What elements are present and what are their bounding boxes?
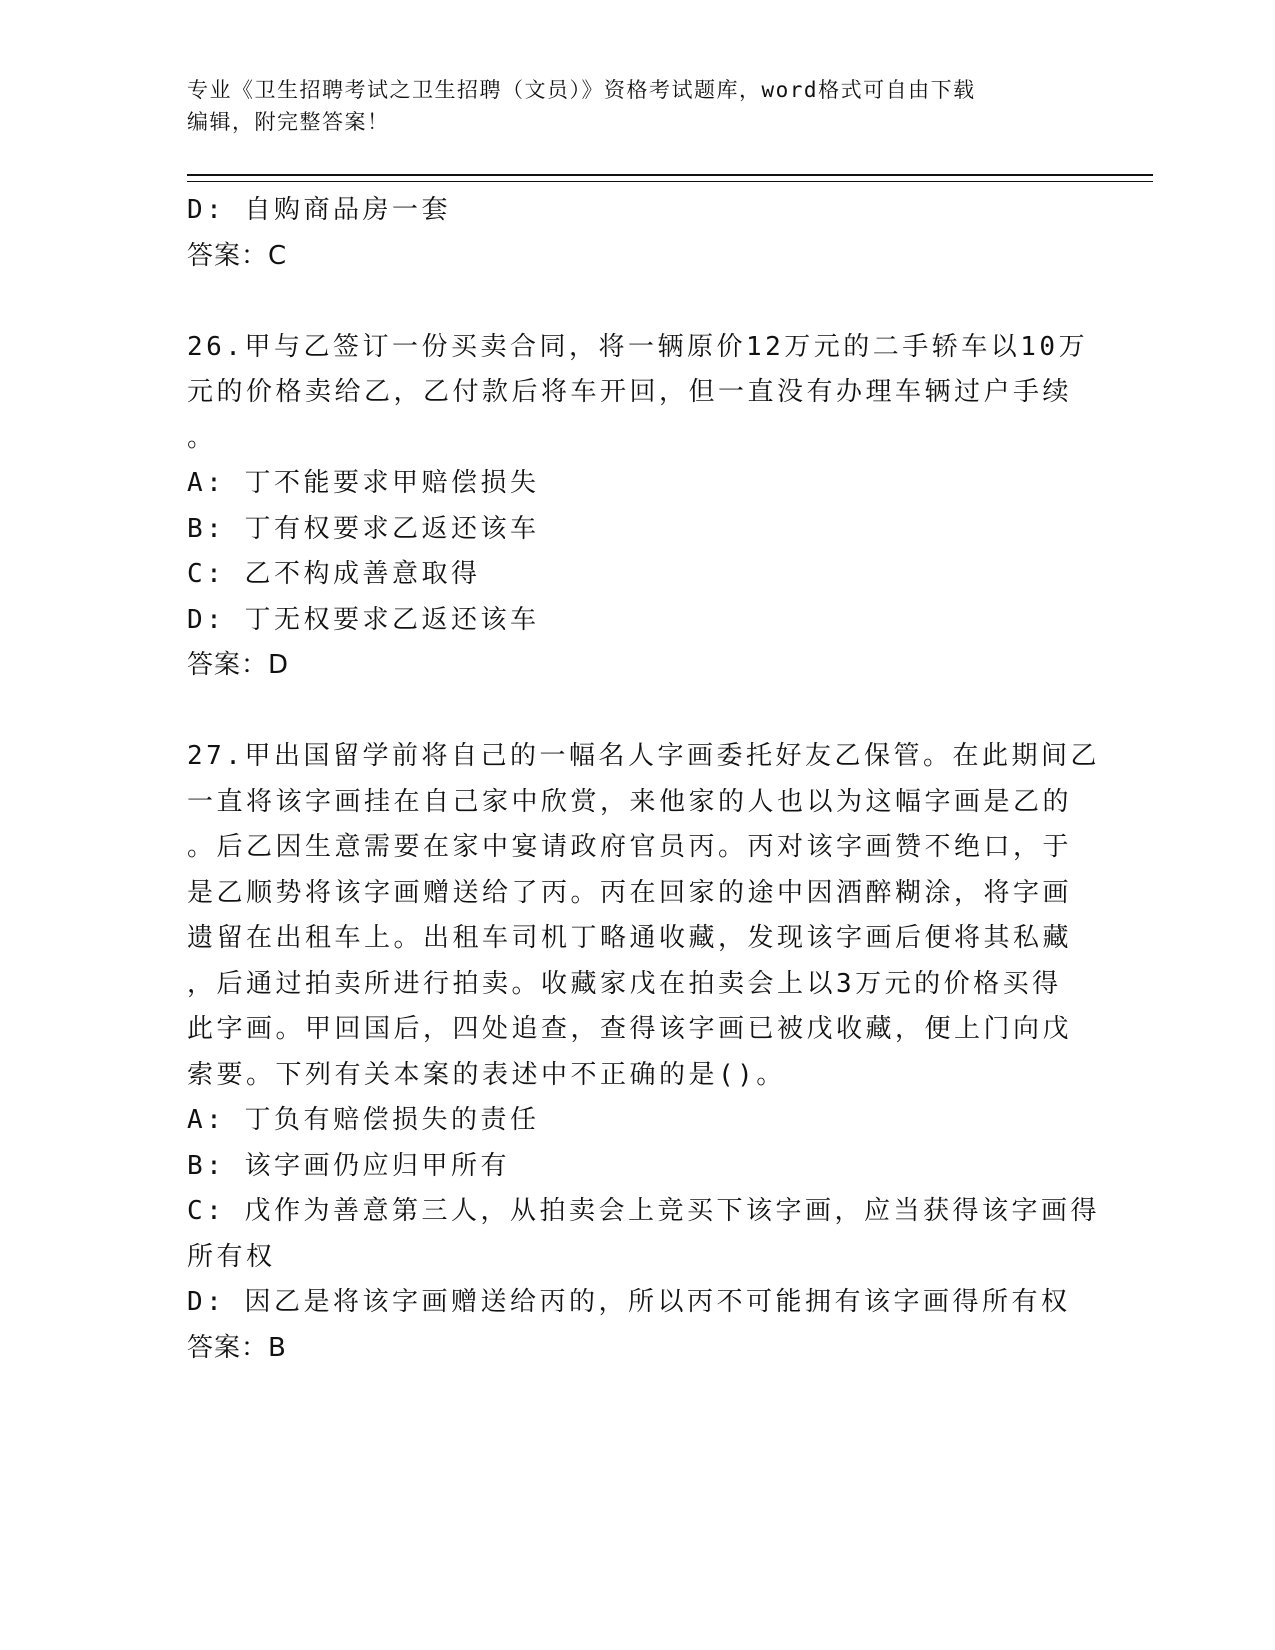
question-26	[187, 325, 1107, 689]
q27-option-b: B: 该字画仍应归甲所有	[187, 1150, 510, 1181]
q27-answer: 答案：B	[187, 1332, 287, 1363]
q27-stem-line: 遗留在出租车上。出租车司机丁略通收藏，发现该字画后便将其私藏	[187, 923, 1073, 953]
q27-stem-line: 索要。下列有关本案的表述中不正确的是()。	[187, 1059, 786, 1090]
header-divider-thin	[187, 181, 1153, 182]
q26-option-b: B: 丁有权要求乙返还该车	[187, 513, 540, 544]
spacer	[187, 689, 1107, 735]
q25-answer: 答案：C	[187, 240, 288, 271]
question-27	[187, 734, 1107, 1371]
q26-stem-line: 元的价格卖给乙，乙付款后将车开回，但一直没有办理车辆过户手续	[187, 377, 1073, 407]
q27-stem-line: 。后乙因生意需要在家中宴请政府官员丙。丙对该字画赞不绝口，于	[187, 832, 1073, 862]
spacer	[187, 279, 1107, 325]
q27-option-d: D: 因乙是将该字画赠送给丙的，所以丙不可能拥有该字画得所有权	[187, 1287, 1071, 1317]
header-line-1: 专业《卫生招聘考试之卫生招聘（文员）》资格考试题库，word格式可自由下载	[187, 78, 976, 102]
q27-option-c-line: 所有权	[187, 1241, 276, 1272]
question-content	[187, 188, 1107, 1371]
q26-stem-line: 。	[187, 422, 217, 453]
header-divider-thick	[187, 174, 1153, 176]
header-line-2: 编辑，附完整答案！	[187, 110, 390, 134]
question-25-tail	[187, 188, 1107, 279]
q26-option-c: C: 乙不构成善意取得	[187, 559, 481, 589]
document-header	[187, 74, 1087, 138]
q26-stem-line: 26.甲与乙签订一份买卖合同，将一辆原价12万元的二手轿车以10万	[187, 331, 1089, 362]
q26-option-a: A: 丁不能要求甲赔偿损失	[187, 468, 540, 498]
q27-stem-line: 一直将该字画挂在自己家中欣赏，来他家的人也以为这幅字画是乙的	[187, 786, 1073, 817]
q27-stem-line: 是乙顺势将该字画赠送给了丙。丙在回家的途中因酒醉糊涂，将字画	[187, 877, 1073, 908]
q26-answer: 答案：D	[187, 650, 290, 680]
q27-stem-line: ，后通过拍卖所进行拍卖。收藏家戊在拍卖会上以3万元的价格买得	[187, 968, 1062, 999]
q27-stem-line: 27.甲出国留学前将自己的一幅名人字画委托好友乙保管。在此期间乙	[187, 741, 1100, 771]
q25-option-d: D: 自购商品房一套	[187, 195, 451, 225]
q27-option-a: A: 丁负有赔偿损失的责任	[187, 1105, 540, 1135]
q27-stem-line: 此字画。甲回国后，四处追查，查得该字画已被戊收藏，便上门向戊	[187, 1014, 1073, 1044]
q26-option-d: D: 丁无权要求乙返还该车	[187, 604, 540, 635]
q27-option-c-line: C: 戊作为善意第三人，从拍卖会上竞买下该字画，应当获得该字画得	[187, 1196, 1100, 1226]
